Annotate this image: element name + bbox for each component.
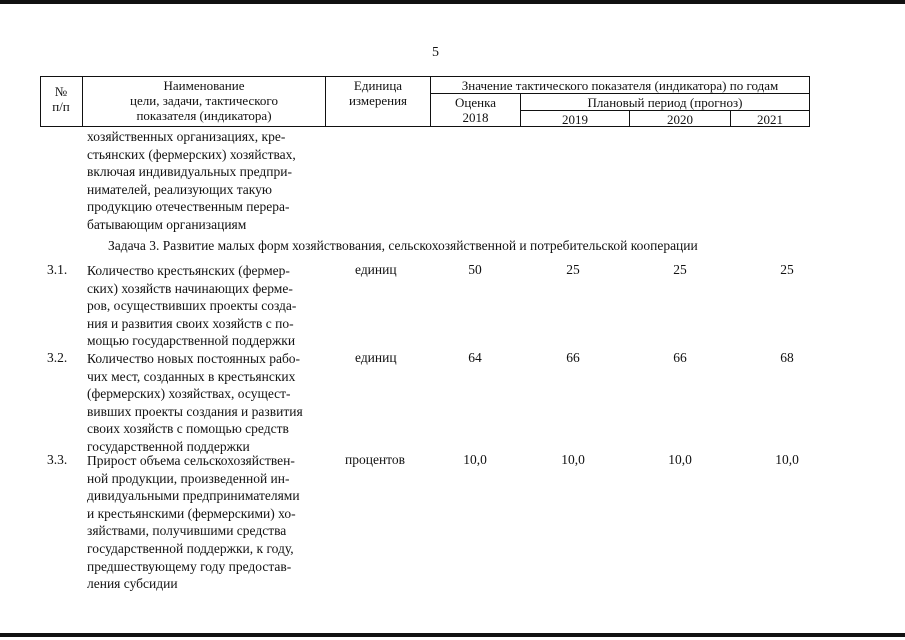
task-title: Задача 3. Развитие малых форм хозяйствования, сельскохозяйственной и потребительской кооперации — [108, 238, 698, 253]
row-number: 3.1. — [47, 262, 68, 277]
header-name: Наименование цели, задачи, тактического показателя (индикатора) — [130, 78, 278, 123]
row-value-2019: 66 — [566, 350, 580, 365]
scan-border-bottom — [0, 633, 905, 637]
row-value-2019: 10,0 — [561, 452, 585, 467]
row-value-2018: 64 — [468, 350, 482, 365]
header-unit: Единица измерения — [348, 78, 408, 108]
row-value-2019: 25 — [566, 262, 580, 277]
row-number: 3.3. — [47, 452, 68, 467]
row-unit: единиц — [355, 350, 397, 365]
header-number: № п/п — [52, 84, 70, 114]
scan-border-top — [0, 0, 905, 4]
header-year-2020: 2020 — [667, 112, 693, 127]
page-number: 5 — [432, 45, 439, 60]
header-values: Значение тактического показателя (индикатора) по годам — [461, 78, 779, 93]
header-plan: Плановый период (прогноз) — [587, 95, 743, 110]
row-value-2018: 10,0 — [463, 452, 487, 467]
row-description: Количество крестьянских (фермер- ских) хозяйств начинающих ферме- ров, осуществивших проекты созда- ния и развития своих хозяйств с по- мощью государственной поддержки — [87, 263, 297, 349]
header-year-2021: 2021 — [757, 112, 783, 127]
table-header — [40, 76, 810, 127]
continuation-text: хозяйственных организациях, кре- стьянских (фермерских) хозяйствах, включая индивидуальных предпри- нимателей, реализующих такую продукцию отечественным перера- батывающим организациям — [87, 129, 296, 232]
row-unit: единиц — [355, 262, 397, 277]
row-value-2021: 25 — [780, 262, 794, 277]
header-estimate: Оценка 2018 — [455, 95, 496, 125]
header-year-2019: 2019 — [562, 112, 588, 127]
row-value-2020: 66 — [673, 350, 687, 365]
row-value-2018: 50 — [468, 262, 482, 277]
row-value-2021: 10,0 — [775, 452, 799, 467]
row-value-2020: 10,0 — [668, 452, 692, 467]
row-description: Прирост объема сельскохозяйствен- ной продукции, произведенной ин- дивидуальными предпринимателями и крестьянскими (фермерскими) хо- зяйствами, получившими средства государственной поддержки, к году, предшествующему году предостав- ления субсидии — [87, 453, 300, 592]
row-unit: процентов — [345, 452, 406, 467]
row-value-2020: 25 — [673, 262, 687, 277]
row-description: Количество новых постоянных рабо- чих мест, созданных в крестьянских (фермерских) хозяйствах, осущест- вивших проекты создания и развития своих хозяйств с помощью средств государственной поддержки — [87, 351, 303, 454]
row-value-2021: 68 — [780, 350, 794, 365]
row-number: 3.2. — [47, 350, 68, 365]
